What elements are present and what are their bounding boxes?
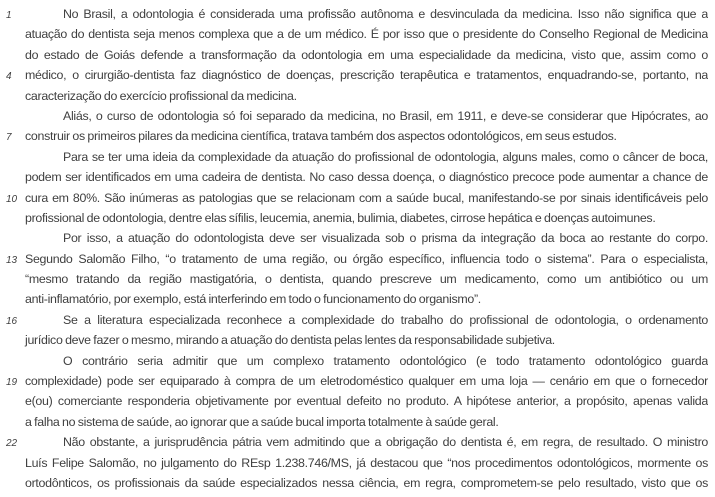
line-number: 1 [6,10,12,21]
line-text: No Brasil, a odontologia é considerada uma profissão autônoma e desvinculada da medicina. Isso não significa que a [63,7,708,21]
line-text: Luís Felipe Salomão, no julgamento do REsp 1.238.746/MS, já destacou que “nos procedimentos odontológicos, mormente os [25,455,708,470]
text-line [0,412,708,432]
line-text: ortodônticos, os profissionais da saúde especializados nessa ciência, em regra, comprometem-se pelo resultado, visto que os [25,475,708,490]
text-line [0,126,708,146]
text-line [0,351,708,371]
line-text: Não obstante, a jurisprudência pátria vem admitindo que a obrigação do dentista é, em regra, de resultado. O ministro [63,435,708,450]
text-line [0,188,708,208]
line-text: profissional de odontologia, dentre elas sífilis, leucemia, anemia, bulimia, diabetes, cirrose hepática e doenças autoimunes. [25,210,656,225]
line-number: 7 [6,132,12,144]
text-line [0,106,708,126]
text-line [0,208,708,228]
line-text: caracterização do exercício profissional da medicina. [25,88,297,103]
line-text: atuação do dentista seja menos complexa que a de um médico. É por isso que o presidente do Conselho Regional de Medicina [25,27,708,42]
line-text: anti-inflamatório, por exemplo, está interferindo em todo o funcionamento do organismo”. [25,292,481,307]
line-number: 22 [6,438,18,450]
line-text: a falha no sistema de saúde, ao ignorar que a saúde bucal importa totalmente à saúde geral. [25,414,499,429]
text-line [0,432,708,452]
line-text: e(ou) comerciante responderia objetivamente por eventual defeito no produto. A hipótese anterior, a propósito, apenas valida [25,394,708,409]
text-line [0,147,708,167]
line-number: 19 [6,377,18,389]
text-line [0,4,708,24]
text-line [0,391,708,411]
text-line [0,310,708,330]
text-line [0,330,708,350]
text-line [0,249,708,269]
line-text: construir os primeiros pilares da medicina científica, tratava também dos aspectos odontológicos, em seus estudos. [25,129,617,144]
line-text: podem ser identificados em uma cadeira de dentista. No caso dessa doença, o diagnóstico precoce pode aumentar a chance de [25,170,708,185]
line-text: jurídico deve fazer o mesmo, mirando a atuação do dentista pelas lentes da responsabilidade subjetiva. [25,333,555,348]
text-line [0,167,708,187]
text-line [0,86,708,106]
line-text: O contrário seria admitir que um complexo tratamento odontológico (e todo tratamento odontológico guarda [63,353,708,368]
text-line [0,371,708,391]
line-text: cura em 80%. São inúmeras as patologias que se relacionam com a saúde bucal, manifestando-se por sinais identificáveis pelo [25,190,708,205]
line-text: Para se ter uma ideia da complexidade da atuação do profissional de odontologia, alguns males, como o câncer de boca, [63,149,708,164]
text-line [0,473,708,493]
text-line [0,453,708,473]
line-text: do estado de Goiás defende a transformação da odontologia em uma especialidade da medicina, visto que, assim como o [25,47,708,62]
line-number: 13 [6,254,18,266]
line-text: “mesmo tratando da região mastigatória, o dentista, quando prescreve um medicamento, como um antibiótico ou um [25,272,708,287]
text-line [0,45,708,65]
line-number: 16 [6,315,18,327]
line-number: 4 [6,71,12,83]
line-text: Se a literatura especializada reconhece a complexidade do trabalho do profissional de odontologia, o ordenamento [63,312,708,327]
text-line [0,228,708,248]
line-number: 10 [6,193,18,205]
line-text: Por isso, a atuação do odontologista deve ser visualizada sob o prisma da integração da boca ao restante do corpo. [63,231,708,246]
line-text: Segundo Salomão Filho, “o tratamento de uma região, ou órgão específico, influencia todo o sistema”. Para o especialista, [25,251,708,266]
line-text: médico, o cirurgião-dentista faz diagnóstico de doenças, prescrição terapêutica e tratamentos, enquadrando-se, portanto, na [25,68,708,83]
text-line [0,269,708,289]
text-line [0,65,708,85]
line-text: complexidade) pode ser equiparado à compra de um eletrodoméstico qualquer em uma loja — cenário em que o fornecedor [25,374,708,389]
text-line [0,289,708,309]
text-line [0,24,708,44]
line-text: Aliás, o curso de odontologia só foi separado da medicina, no Brasil, em 1911, e deve-se considerar que Hipócrates, ao [63,108,708,123]
text-body [0,4,708,493]
